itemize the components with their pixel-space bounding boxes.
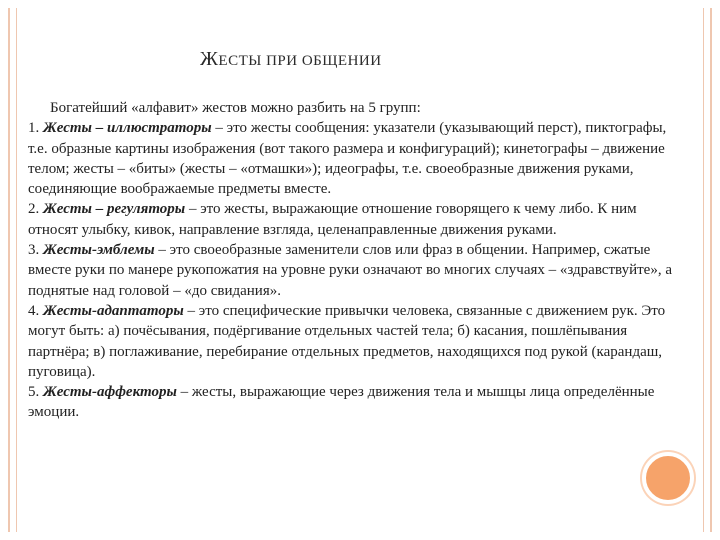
list-item: [28, 118, 680, 199]
item-number: 5.: [28, 384, 40, 401]
list-item: [28, 240, 680, 301]
slide-content: [28, 98, 680, 423]
item-text: – это жесты, выражающие отношение говорящего к чему либо. К ним относят улыбку, кивок, направление взгляда, целенаправленные движения руками.: [28, 201, 637, 238]
list-item: [28, 382, 680, 423]
left-border-decoration: [8, 8, 17, 532]
item-text: – это специфические привычки человека, связанные с движением рук. Это могут быть: а) почёсывания, подёргивание отдельных частей тела; б) касания, пошлёпывания партнёра; в) поглаживание, перебирание отдельных предметов, находящихся под рукой (карандаш, пуговица).: [28, 302, 666, 380]
item-text: – это жесты сообщения: указатели (указывающий перст), пиктографы, т.е. образные картины изображения (вот такого размера и конфигураций); кинетографы – движение телом; жесты – «биты» (жесты – «отмашки»); идеографы, т.е. своеобразные движения руками, соединяющие воображаемые предметы вместе.: [28, 120, 667, 198]
item-number: 4.: [28, 302, 40, 319]
orange-circle-decoration: [642, 452, 694, 504]
item-text: – это своеобразные заменители слов или фраз в общении. Например, сжатые вместе руки по манере рукопожатия на уровне руки означают во многих случаях – «здравствуйте», а поднятые над головой – «до свидания».: [28, 242, 672, 299]
item-number: 2.: [28, 201, 40, 218]
item-term: Жесты-эмблемы: [43, 242, 155, 259]
item-number: 1.: [28, 120, 40, 137]
title-rest: ЕСТЫ ПРИ ОБЩЕНИИ: [218, 53, 382, 69]
item-term: Жесты – регуляторы: [43, 201, 186, 218]
slide-title: [200, 48, 540, 71]
list-item: [28, 199, 680, 240]
intro-text: Богатейший «алфавит» жестов можно разбить на 5 групп:: [50, 100, 421, 116]
item-term: Жесты-адаптаторы: [43, 302, 184, 319]
title-first-letter: Ж: [200, 48, 219, 70]
list-item: [28, 301, 680, 382]
item-text: – жесты, выражающие через движения тела и мышцы лица определённые эмоции.: [28, 384, 655, 421]
item-term: Жесты – иллюстраторы: [43, 120, 212, 137]
right-border-decoration: [703, 8, 712, 532]
item-term: Жесты-аффекторы: [43, 384, 177, 401]
item-number: 3.: [28, 242, 40, 259]
